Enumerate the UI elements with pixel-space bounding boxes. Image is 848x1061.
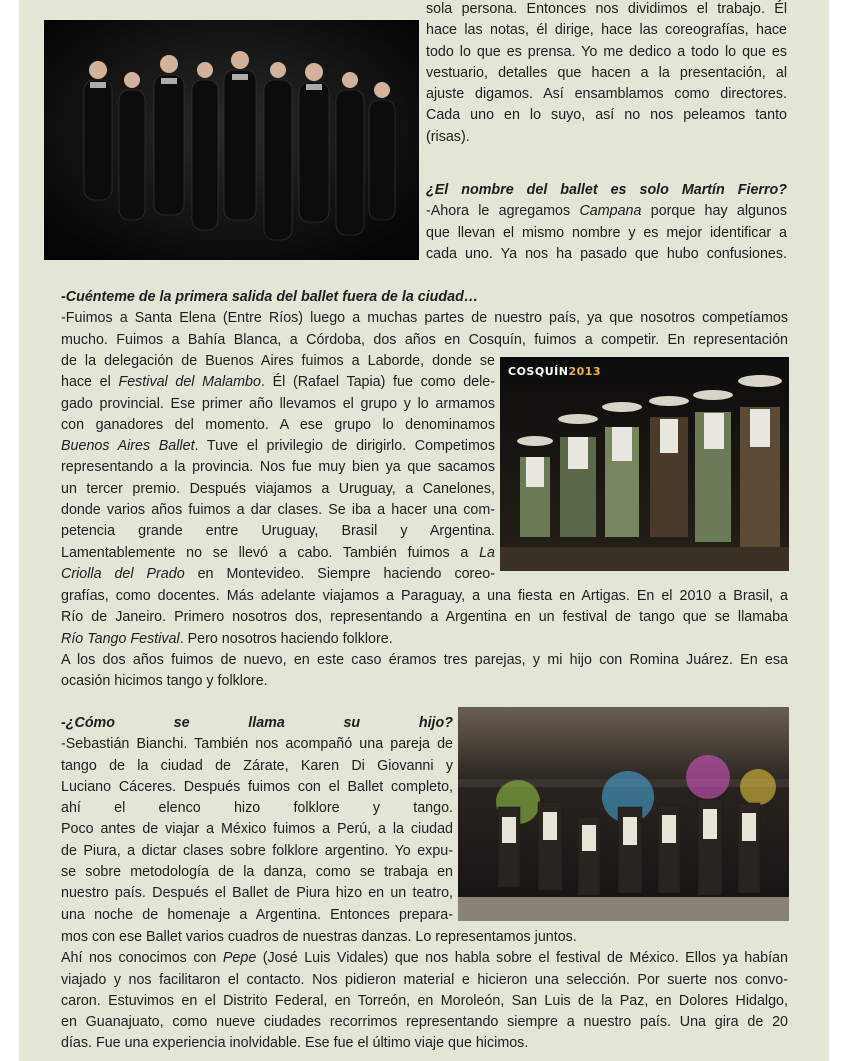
text-line: grafías, como docentes. Más adelante viajamos a Paraguay, a una fiesta en Artigas. En el 2010 a Brasil, a: [61, 588, 788, 604]
text-line: en Guanajuato, como nueve ciudades recorrimos representando siempre a nuestro país. Una gira de 20: [61, 1014, 788, 1031]
question-heading: -¿Cómo se llama su hijo?: [61, 715, 453, 731]
text-line: [61, 564, 495, 585]
text-line: cada uno. Ya nos ha pasado que hubo confusiones.: [426, 245, 787, 262]
interview-q2-continued: [61, 586, 788, 692]
logo-year: 2013: [568, 365, 602, 378]
interview-q1: [426, 180, 787, 265]
text-line: Cada uno en lo suyo, así no nos peleamos tanto: [426, 107, 787, 124]
text-line: gado provincial. Ese primer año llevamos el grupo y lo armamos: [61, 395, 495, 412]
text-line: de Piura, a dictar clases sobre folklore argentino. Yo expu-: [61, 842, 453, 859]
text-span: . Pero nosotros haciendo folklore.: [179, 630, 393, 647]
text-line: ajuste digamos. Así ensamblamos como directores.: [426, 86, 787, 103]
text-line: petencia grande entre Uruguay, Brasil y Argentina.: [61, 523, 495, 540]
text-line: [61, 543, 495, 564]
interview-q3-continued: [61, 927, 788, 1055]
text-span: . Él (Rafael Tapia) fue como dele-: [260, 374, 495, 391]
text-line: [61, 436, 495, 457]
text-line: -Sebastián Bianchi. También nos acompañó una pareja de: [61, 736, 453, 753]
magazine-page: [19, 0, 829, 1061]
text-span: Lamentablemente no se llevó a cabo. También fuimos a: [61, 544, 480, 561]
question-heading: ¿El nombre del ballet es solo Martín Fierro?: [426, 182, 787, 198]
text-line: ahí el elenco hizo folklore y tango.: [61, 800, 453, 817]
text-line: -Fuimos a Santa Elena (Entre Ríos) luego a muchas partes de nuestro país, ya que nosotros competíamos: [61, 310, 788, 327]
text-line: un tercer premio. Después viajamos a Uruguay, a Canelones,: [61, 480, 495, 497]
text-line: Luciano Cáceres. Después fuimos con el Ballet completo,: [61, 778, 453, 795]
text-line: de la delegación de Buenos Aires fuimos a Laborde, donde se: [61, 353, 495, 369]
festival-emphasis: Festival del Malambo: [118, 374, 261, 391]
text-line: caron. Estuvimos en el Distrito Federal, en Torreón, en Moroleón, San Luis de la Paz, en Dolores Hidalgo,: [61, 992, 788, 1009]
interview-q3: [61, 713, 453, 926]
text-line: sola persona. Entonces nos dividimos el trabajo. Él: [426, 1, 787, 17]
text-line: nuestro país. Después el Ballet de Piura hizo en un teatro,: [61, 885, 453, 902]
text-line: Río de Janeiro. Primero nosotros dos, representando a Argentina en un festival de tango que se llamaba: [61, 609, 788, 626]
text-line: mucho. Fuimos a Bahía Blanca, a Córdoba, dos años en Cosquín, fuimos a competir. En representación: [61, 331, 788, 348]
text-line: donde varios años fuimos a dar clases. Se iba a hacer una com-: [61, 502, 495, 519]
cosquin-logo: [508, 361, 601, 382]
text-span: hace el: [61, 374, 119, 391]
tango-dancers-photo: [44, 20, 419, 260]
text-line: días. Fue una experiencia inolvidable. Ese fue el último viaje que hicimos.: [61, 1035, 529, 1052]
tango-dancers-image: [44, 20, 419, 260]
text-line: una noche de homenaje a Argentina. Entonces prepara-: [61, 906, 453, 923]
text-line: todo lo que es prensa. Yo me dedico a todo lo que es: [426, 43, 787, 60]
text-line: [61, 372, 495, 393]
text-span: porque hay algunos: [641, 203, 787, 220]
text-line: (risas).: [426, 128, 470, 145]
stage-lights-image: [458, 707, 789, 921]
text-line: [61, 629, 788, 650]
text-span: (José Luis Vidales) que nos habla sobre el festival de México. Ellos ya habían: [256, 950, 788, 967]
cosquin-photo: [500, 357, 789, 571]
ballet-emphasis: Buenos Aires Ballet: [61, 438, 195, 455]
text-line: Poco antes de viajar a México fuimos a Perú, a la ciudad: [61, 821, 453, 838]
text-span: en Montevideo. Siempre haciendo coreo-: [184, 565, 495, 582]
text-line: [61, 948, 788, 969]
text-line: vestuario, detalles que hacen a la presentación, al: [426, 64, 787, 81]
text-line: A los dos años fuimos de nuevo, en este caso éramos tres parejas, y mi hijo con Romina Juárez. En esa: [61, 651, 788, 668]
ballet-name-emphasis: Campana: [579, 203, 642, 220]
text-line: [426, 201, 787, 222]
interview-q2-wrapped: [61, 351, 495, 585]
text-line: se sobre metodología de la danza, como se trabaja en: [61, 864, 453, 881]
text-line: mos con ese Ballet varios cuadros de nuestras danzas. Lo representamos juntos.: [61, 929, 577, 945]
text-span: Ahí nos conocimos con: [61, 950, 223, 967]
festival-emphasis: Río Tango Festival: [61, 630, 180, 647]
logo-text: COSQUÍN: [508, 365, 569, 378]
text-line: que llevan el mismo nombre y es mejor identificar a: [426, 224, 787, 241]
text-line: representando a la provincia. Nos fue muy bien ya que sacamos: [61, 459, 495, 476]
stage-lights-photo: [458, 707, 789, 921]
text-line: tango de la ciudad de Zárate, Karen Di Giovanni y: [61, 757, 453, 774]
name-emphasis: Pepe: [222, 950, 257, 967]
text-line: viajado y nos facilitaron el contacto. Nos pidieron material e hicieron una selección. Por suerte nos convo-: [61, 971, 788, 988]
text-span: . Tuve el privilegio de dirigirlo. Competimos: [194, 438, 495, 455]
text-span: -Ahora le agregamos: [426, 203, 580, 220]
interview-q2: [61, 287, 788, 351]
place-emphasis: Criolla del Prado: [61, 565, 185, 582]
intro-paragraph: [426, 0, 787, 148]
place-emphasis: La: [479, 544, 495, 561]
cosquin-image: [500, 357, 789, 571]
text-line: hace las notas, él dirige, hace las coreografías, hace: [426, 22, 787, 39]
text-line: con ganadores del momento. A ese grupo lo denominamos: [61, 416, 495, 433]
question-heading: -Cuénteme de la primera salida del ballet fuera de la ciudad…: [61, 289, 479, 305]
text-line: ocasión hicimos tango y folklore.: [61, 673, 268, 690]
